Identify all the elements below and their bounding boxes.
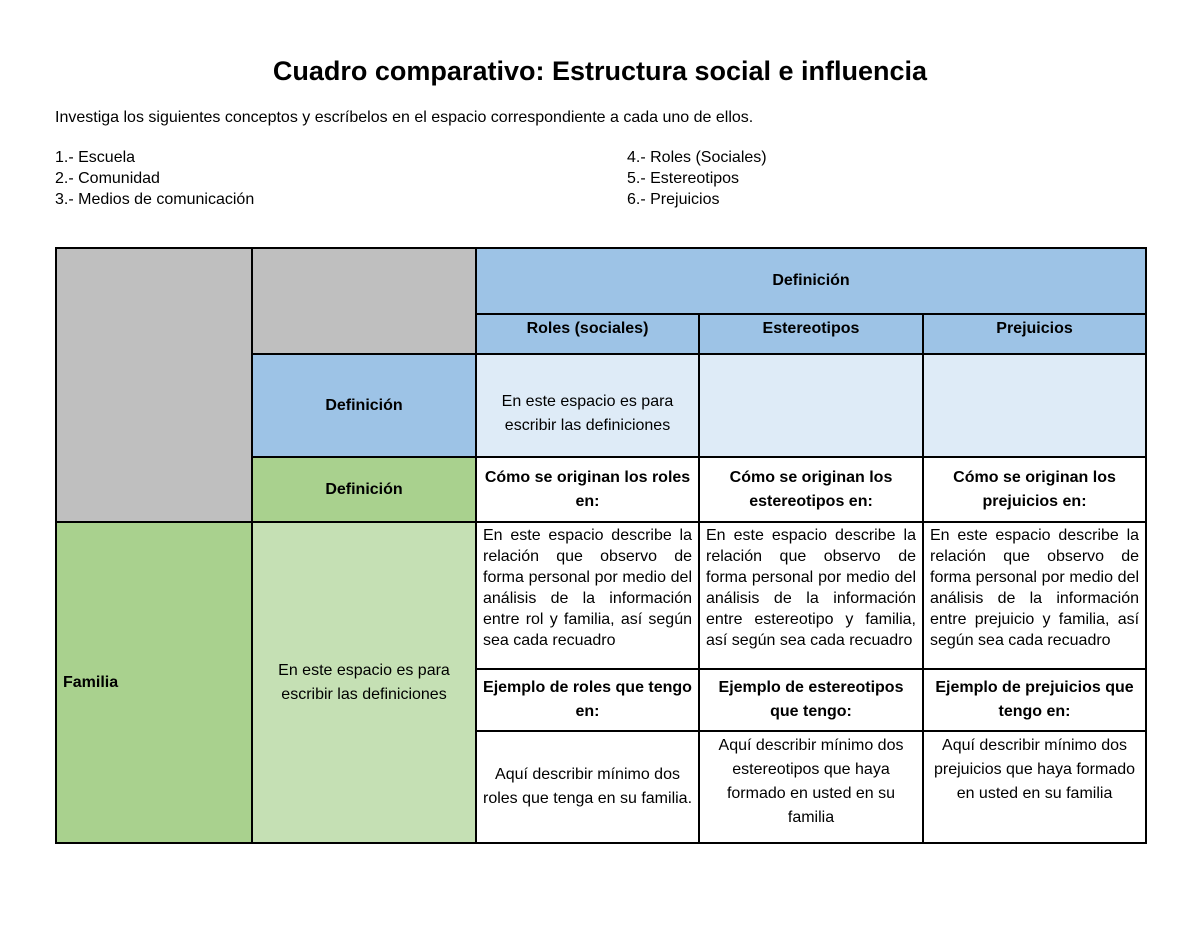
column-header-roles: Roles (sociales) [476,314,699,354]
concept-list-left [55,147,254,210]
origin-cell-prejuicios: Cómo se originan los prejuicios en: [923,457,1146,522]
example-header-estereotipos: Ejemplo de estereotipos que tengo: [699,669,923,731]
row-label-definicion: Definición [252,354,476,457]
concept-list-right [627,147,767,210]
concept-item: 3.- Medios de comunicación [55,191,255,208]
column-header-prejuicios: Prejuicios [923,314,1146,354]
example-cell-prejuicios: Aquí describir mínimo dos prejuicios que haya formado en usted en su familia [923,731,1146,843]
familia-definition-cell: En este espacio es para escribir las definiciones [252,522,476,843]
example-header-prejuicios: Ejemplo de prejuicios que tengo en: [923,669,1146,731]
row-label-origen: Definición [252,457,476,522]
corner-cell [56,248,252,522]
concept-item: 2.- Comunidad [55,170,160,187]
origin-cell-estereotipos: Cómo se originan los estereotipos en: [699,457,923,522]
origin-cell-roles: Cómo se originan los roles en: [476,457,699,522]
definition-cell-prejuicios [923,354,1146,457]
row-label-familia: Familia [56,522,252,843]
relation-cell-estereotipos: En este espacio describe la relación que observo de forma personal por medio del análisis de la información entre estereotipo y familia, así según sea cada recuadro [699,522,923,669]
example-cell-estereotipos: Aquí describir mínimo dos estereotipos que haya formado en usted en su familia [699,731,923,843]
comparison-table [55,247,1147,844]
definition-cell-roles: En este espacio es para escribir las definiciones [476,354,699,457]
concept-item: 6.- Prejuicios [627,191,720,208]
definition-cell-estereotipos [699,354,923,457]
relation-cell-prejuicios: En este espacio describe la relación que observo de forma personal por medio del análisis de la información entre prejuicio y familia, así según sea cada recuadro [923,522,1146,669]
definition-header: Definición [476,248,1146,314]
page-title: Cuadro comparativo: Estructura social e influencia [272,56,928,86]
instructions-text: Investiga los siguientes conceptos y escríbelos en el espacio correspondiente a cada uno de ellos. [55,109,754,126]
concept-item: 4.- Roles (Sociales) [627,149,767,166]
example-cell-roles: Aquí describir mínimo dos roles que tenga en su familia. [476,731,699,843]
relation-cell-roles: En este espacio describe la relación que observo de forma personal por medio del análisis de la información entre rol y familia, así según sea cada recuadro [476,522,699,669]
corner-cell-inner [252,248,476,354]
concept-item: 5.- Estereotipos [627,170,740,187]
example-header-roles: Ejemplo de roles que tengo en: [476,669,699,731]
concept-item: 1.- Escuela [55,149,136,166]
column-header-estereotipos: Estereotipos [699,314,923,354]
